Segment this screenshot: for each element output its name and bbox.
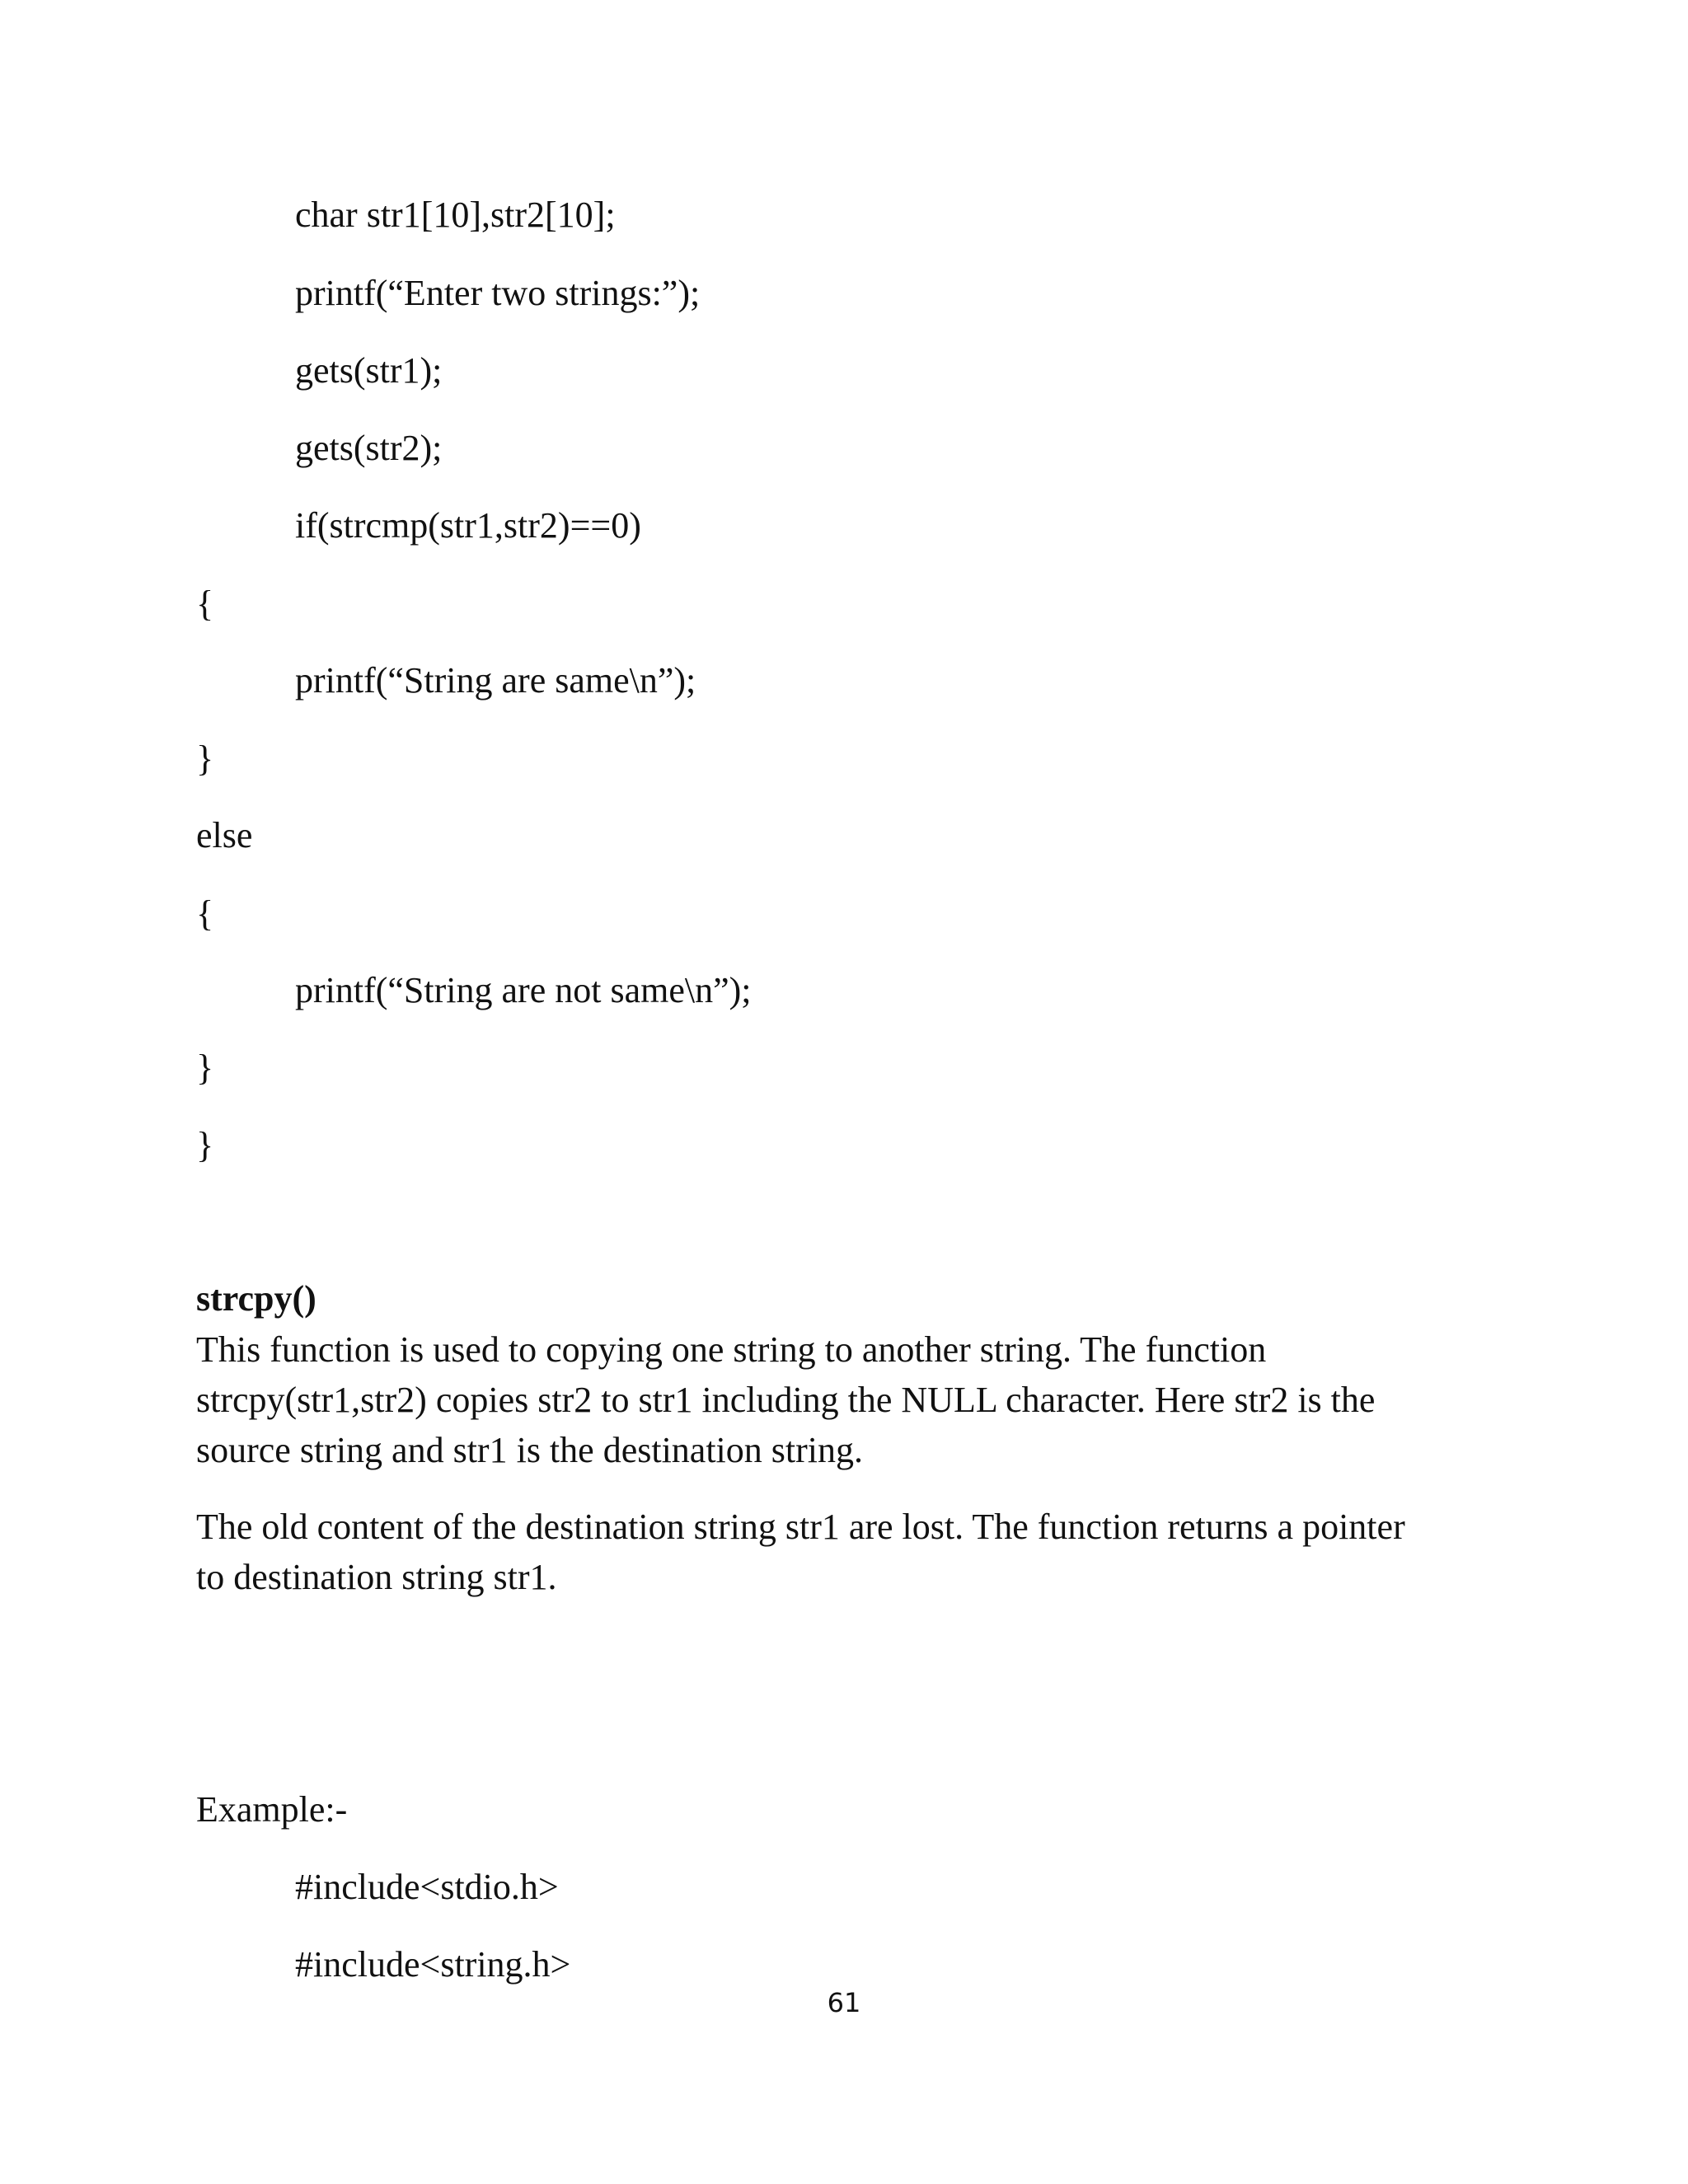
code-line: #include<string.h>	[295, 1944, 571, 1985]
example-label: Example:-	[196, 1789, 348, 1830]
section-heading: strcpy()	[196, 1278, 316, 1319]
code-line: gets(str1);	[295, 350, 443, 391]
paragraph-1	[196, 1324, 1482, 1475]
code-line: printf(“String are same\n”);	[295, 660, 696, 701]
paragraph-2	[196, 1502, 1482, 1602]
code-line: char str1[10],str2[10];	[295, 194, 616, 235]
paragraph-line: This function is used to copying one string to another string. The function	[196, 1329, 1267, 1370]
code-line: {	[196, 893, 214, 934]
code-line: #include<stdio.h>	[295, 1867, 559, 1907]
paragraph-line: strcpy(str1,str2) copies str2 to str1 including the NULL character. Here str2 is the	[196, 1380, 1376, 1420]
page-number: 61	[827, 1987, 861, 2018]
code-line: if(strcmp(str1,str2)==0)	[295, 505, 641, 546]
paragraph-line: to destination string str1.	[196, 1557, 557, 1597]
code-line: }	[196, 1125, 214, 1165]
code-line: }	[196, 738, 214, 779]
paragraph-line: The old content of the destination string str1 are lost. The function returns a pointer	[196, 1507, 1405, 1547]
code-line: printf(“String are not same\n”);	[295, 970, 752, 1010]
code-line: gets(str2);	[295, 428, 443, 468]
paragraph-line: source string and str1 is the destination string.	[196, 1430, 863, 1470]
code-line: {	[196, 583, 214, 624]
code-line: else	[196, 815, 253, 855]
code-line: printf(“Enter two strings:”);	[295, 273, 701, 313]
code-line: }	[196, 1047, 214, 1088]
